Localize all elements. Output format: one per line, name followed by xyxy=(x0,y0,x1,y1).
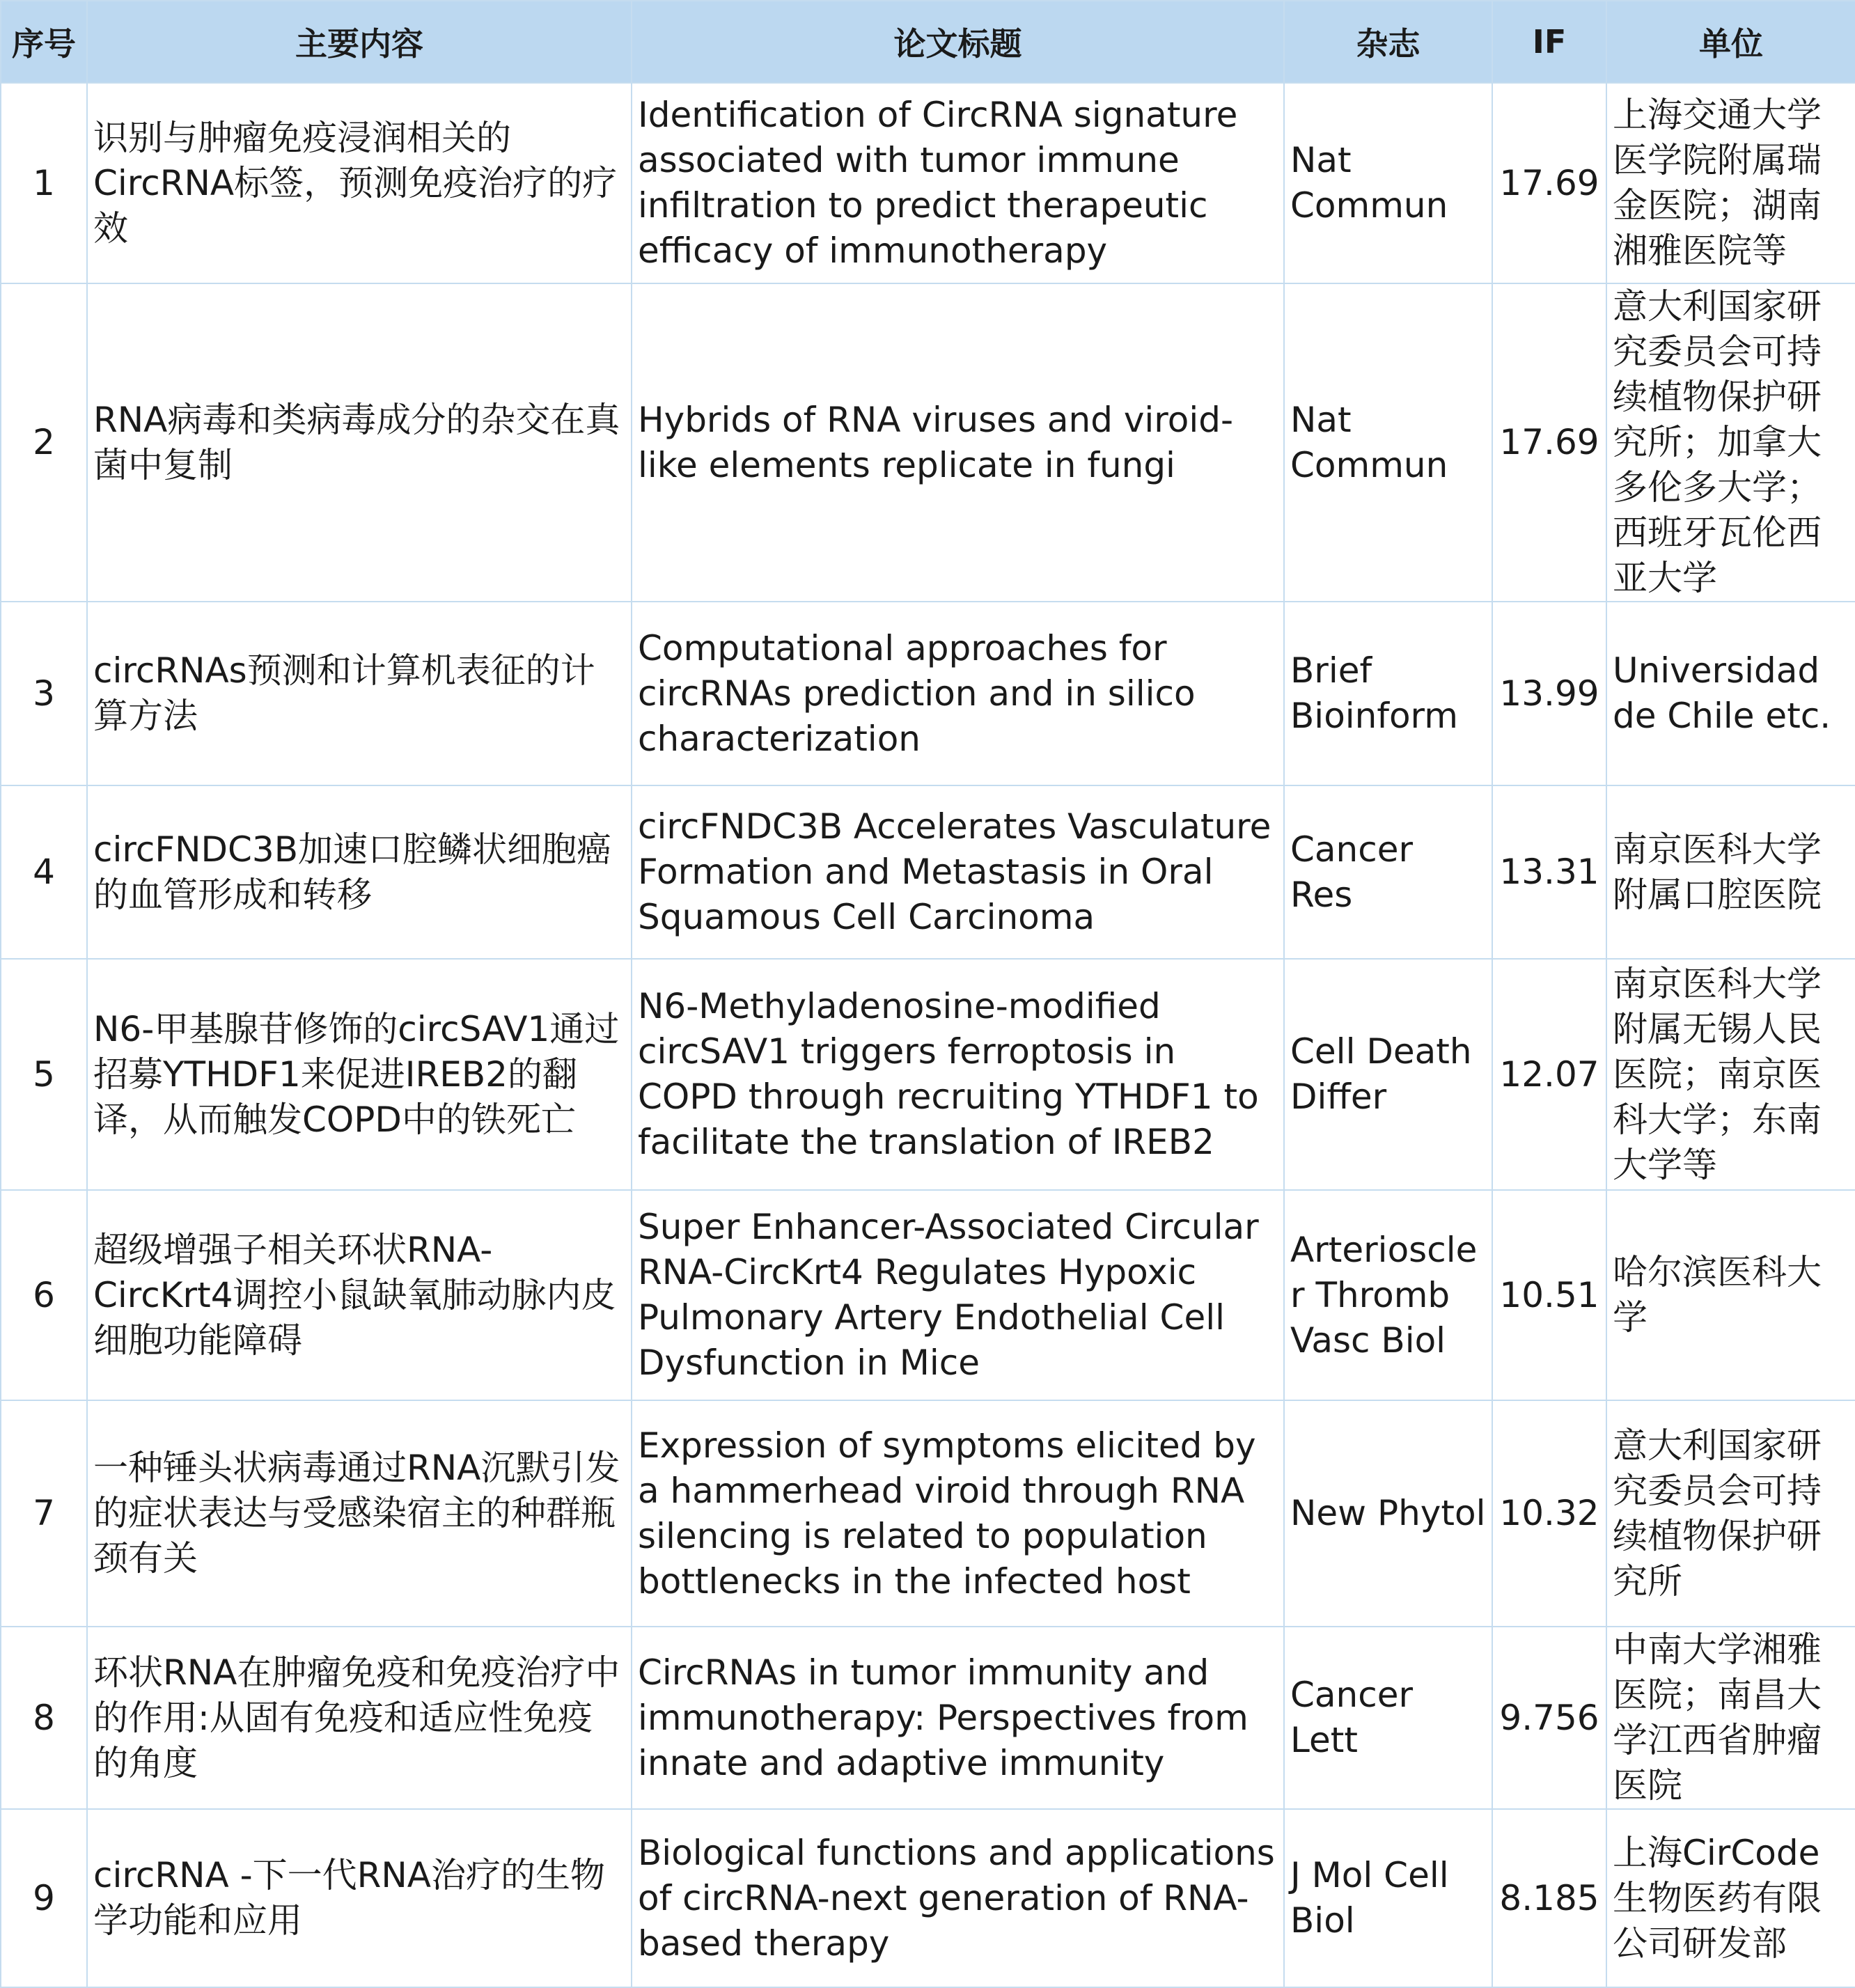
cell-content: circRNA -下一代RNA治疗的生物学功能和应用 xyxy=(87,1809,632,1987)
header-row xyxy=(1,1,1855,83)
cell-title: Computational approaches for circRNAs prediction and in silico characterization xyxy=(632,602,1284,785)
cell-no: 3 xyxy=(1,602,87,785)
cell-content: N6-甲基腺苷修饰的circSAV1通过招募YTHDF1来促进IREB2的翻译，从而触发COPD中的铁死亡 xyxy=(87,959,632,1190)
table-row xyxy=(1,959,1855,1190)
cell-unit: 意大利国家研究委员会可持续植物保护研究所 xyxy=(1606,1400,1855,1627)
cell-title: Expression of symptoms elicited by a hammerhead viroid through RNA silencing is related to population bottlenecks in the infected host xyxy=(632,1400,1284,1627)
table-row xyxy=(1,1809,1855,1987)
cell-content: circRNAs预测和计算机表征的计算方法 xyxy=(87,602,632,785)
cell-content: 识别与肿瘤免疫浸润相关的CircRNA标签，预测免疫治疗的疗效 xyxy=(87,83,632,283)
cell-unit: 南京医科大学附属口腔医院 xyxy=(1606,785,1855,959)
cell-if: 12.07 xyxy=(1492,959,1606,1190)
cell-unit: 中南大学湘雅医院；南昌大学江西省肿瘤医院 xyxy=(1606,1627,1855,1809)
cell-no: 1 xyxy=(1,83,87,283)
cell-if: 10.32 xyxy=(1492,1400,1606,1627)
table-row xyxy=(1,785,1855,959)
cell-journal: Nat Commun xyxy=(1284,83,1492,283)
cell-unit: 上海CirCode生物医药有限公司研发部 xyxy=(1606,1809,1855,1987)
cell-title: Super Enhancer-Associated Circular RNA-CircKrt4 Regulates Hypoxic Pulmonary Artery Endothelial Cell Dysfunction in Mice xyxy=(632,1190,1284,1400)
cell-unit: 上海交通大学医学院附属瑞金医院；湖南湘雅医院等 xyxy=(1606,83,1855,283)
cell-title: N6-Methyladenosine-modified circSAV1 triggers ferroptosis in COPD through recruiting YTHDF1 to facilitate the translation of IREB2 xyxy=(632,959,1284,1190)
table-row xyxy=(1,1400,1855,1627)
cell-unit: 意大利国家研究委员会可持续植物保护研究所；加拿大多伦多大学；西班牙瓦伦西亚大学 xyxy=(1606,283,1855,602)
cell-journal: Cancer Res xyxy=(1284,785,1492,959)
cell-title: Hybrids of RNA viruses and viroid-like elements replicate in fungi xyxy=(632,283,1284,602)
cell-if: 13.99 xyxy=(1492,602,1606,785)
table-row xyxy=(1,83,1855,283)
table-row xyxy=(1,602,1855,785)
cell-journal: J Mol Cell Biol xyxy=(1284,1809,1492,1987)
cell-if: 17.69 xyxy=(1492,283,1606,602)
table-row xyxy=(1,1190,1855,1400)
cell-unit: 哈尔滨医科大学 xyxy=(1606,1190,1855,1400)
cell-journal: Cancer Lett xyxy=(1284,1627,1492,1809)
cell-journal: New Phytol xyxy=(1284,1400,1492,1627)
cell-content: RNA病毒和类病毒成分的杂交在真菌中复制 xyxy=(87,283,632,602)
cell-journal: Arterioscler Thromb Vasc Biol xyxy=(1284,1190,1492,1400)
header-if: IF xyxy=(1492,1,1606,83)
cell-if: 10.51 xyxy=(1492,1190,1606,1400)
cell-content: circFNDC3B加速口腔鳞状细胞癌的血管形成和转移 xyxy=(87,785,632,959)
cell-content: 一种锤头状病毒通过RNA沉默引发的症状表达与受感染宿主的种群瓶颈有关 xyxy=(87,1400,632,1627)
header-journal: 杂志 xyxy=(1284,1,1492,83)
cell-journal: Nat Commun xyxy=(1284,283,1492,602)
cell-unit: 南京医科大学附属无锡人民医院；南京医科大学；东南大学等 xyxy=(1606,959,1855,1190)
cell-title: Biological functions and applications of circRNA-next generation of RNA-based therapy xyxy=(632,1809,1284,1987)
cell-no: 7 xyxy=(1,1400,87,1627)
header-unit: 单位 xyxy=(1606,1,1855,83)
cell-content: 超级增强子相关环状RNA-CircKrt4调控小鼠缺氧肺动脉内皮细胞功能障碍 xyxy=(87,1190,632,1400)
table-row xyxy=(1,1627,1855,1809)
cell-no: 2 xyxy=(1,283,87,602)
header-content: 主要内容 xyxy=(87,1,632,83)
cell-content: 环状RNA在肿瘤免疫和免疫治疗中的作用:从固有免疫和适应性免疫的角度 xyxy=(87,1627,632,1809)
cell-title: Identification of CircRNA signature associated with tumor immune infiltration to predict therapeutic efficacy of immunotherapy xyxy=(632,83,1284,283)
cell-title: CircRNAs in tumor immunity and immunotherapy: Perspectives from innate and adaptive immunity xyxy=(632,1627,1284,1809)
cell-title: circFNDC3B Accelerates Vasculature Formation and Metastasis in Oral Squamous Cell Carcinoma xyxy=(632,785,1284,959)
cell-no: 4 xyxy=(1,785,87,959)
cell-no: 9 xyxy=(1,1809,87,1987)
cell-no: 5 xyxy=(1,959,87,1190)
cell-if: 13.31 xyxy=(1492,785,1606,959)
table-row xyxy=(1,283,1855,602)
cell-unit: Universidad de Chile etc. xyxy=(1606,602,1855,785)
table-body xyxy=(1,83,1855,1987)
table-header xyxy=(1,1,1855,83)
header-no: 序号 xyxy=(1,1,87,83)
header-title: 论文标题 xyxy=(632,1,1284,83)
cell-no: 6 xyxy=(1,1190,87,1400)
cell-if: 17.69 xyxy=(1492,83,1606,283)
cell-if: 8.185 xyxy=(1492,1809,1606,1987)
cell-no: 8 xyxy=(1,1627,87,1809)
cell-journal: Cell Death Differ xyxy=(1284,959,1492,1190)
cell-if: 9.756 xyxy=(1492,1627,1606,1809)
cell-journal: Brief Bioinform xyxy=(1284,602,1492,785)
